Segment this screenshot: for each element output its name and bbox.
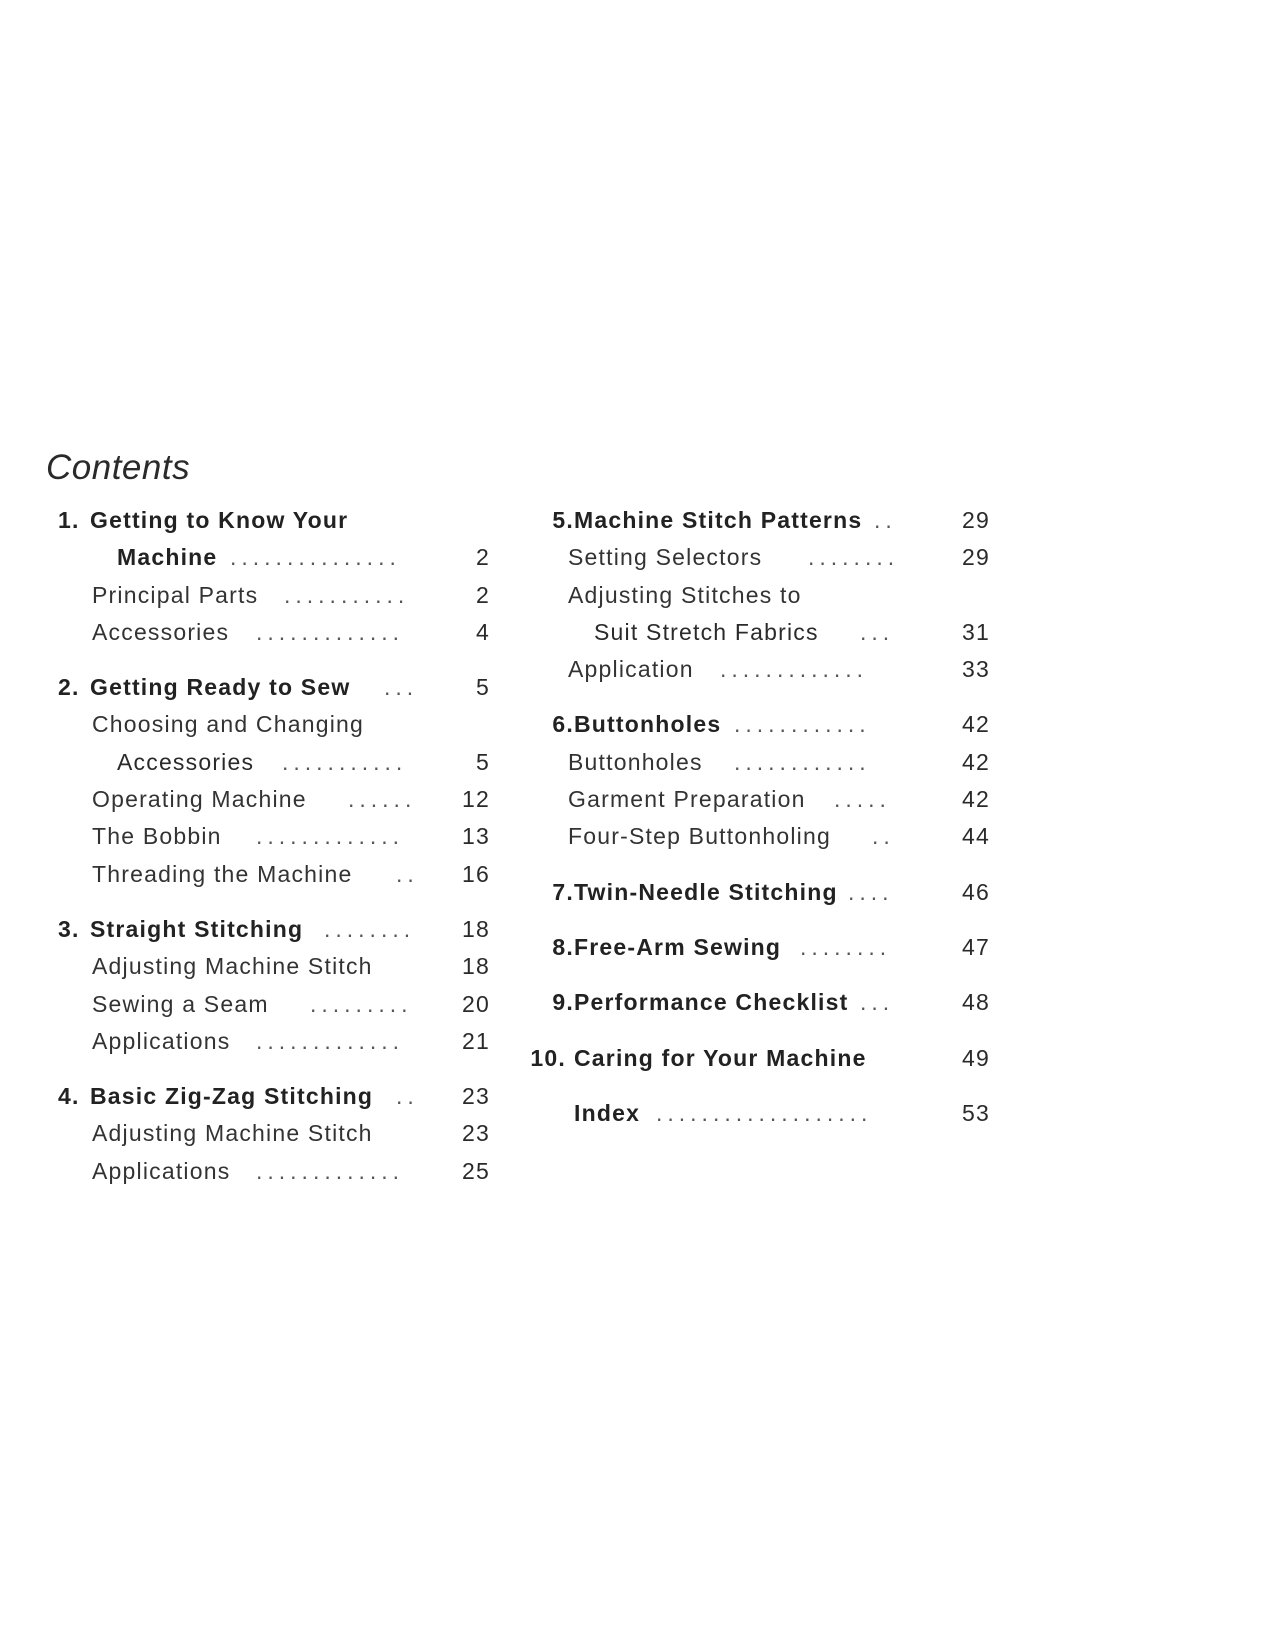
entry-title: Choosing and Changing <box>92 711 365 738</box>
page-number: 48 <box>962 989 990 1016</box>
toc-section-continued[interactable] <box>0 539 490 576</box>
entry-title: Accessories <box>92 618 230 645</box>
page-number: 44 <box>962 823 990 850</box>
toc-section[interactable] <box>520 1040 990 1077</box>
section-number: 8. <box>552 933 574 960</box>
toc-entry[interactable] <box>520 781 990 818</box>
page-number: 21 <box>462 1027 490 1054</box>
section-title: Performance Checklist <box>574 989 849 1016</box>
toc-entry[interactable] <box>0 614 490 651</box>
leader-dots: .... <box>848 878 894 905</box>
toc-entry[interactable] <box>0 1153 490 1190</box>
leader-dots: ... <box>860 618 895 645</box>
leader-dots: ... <box>384 674 419 701</box>
entry-title: Suit Stretch Fabrics <box>594 618 819 645</box>
leader-dots: ..... <box>834 786 891 813</box>
leader-dots: ............. <box>720 656 869 683</box>
toc-entry[interactable] <box>0 781 490 818</box>
page-number: 31 <box>962 618 990 645</box>
entry-title: Garment Preparation <box>568 786 806 813</box>
leader-dots: ............ <box>734 748 871 775</box>
entry-title: Applications <box>92 1027 231 1054</box>
page-number: 20 <box>462 990 490 1017</box>
page-number: 18 <box>462 953 490 980</box>
page-number: 47 <box>962 933 990 960</box>
leader-dots: ........ <box>324 915 416 942</box>
entry-title: Sewing a Seam <box>92 990 269 1017</box>
toc-section[interactable] <box>520 984 990 1021</box>
leader-dots: ............. <box>256 618 405 645</box>
page-number: 33 <box>962 656 990 683</box>
toc-entry[interactable] <box>0 948 490 985</box>
leader-dots: .. <box>872 823 895 850</box>
leader-dots: ............ <box>734 711 871 738</box>
toc-entry[interactable] <box>0 1023 490 1060</box>
entry-title: Setting Selectors <box>568 544 763 571</box>
leader-dots: .. <box>874 507 897 533</box>
section-number: 4. <box>58 1083 80 1110</box>
entry-title: Application <box>568 656 694 683</box>
page-number: 5 <box>476 674 490 701</box>
toc-section[interactable] <box>0 1078 490 1115</box>
toc-entry[interactable] <box>520 577 990 614</box>
leader-dots: ........... <box>284 581 410 608</box>
leader-dots: ............. <box>256 823 405 850</box>
entry-title: Buttonholes <box>568 748 703 775</box>
leader-dots: ... <box>860 989 895 1016</box>
toc-right-column <box>520 502 990 1132</box>
leader-dots: ................... <box>656 1099 873 1126</box>
entry-title: Threading the Machine <box>92 860 353 887</box>
page-number: 42 <box>962 748 990 775</box>
toc-entry[interactable] <box>0 1115 490 1152</box>
page-number: 42 <box>962 711 990 738</box>
toc-index[interactable] <box>520 1095 990 1132</box>
toc-entry[interactable] <box>520 744 990 781</box>
section-number: 7. <box>552 878 574 905</box>
section-number: 3. <box>58 915 80 942</box>
page-number: 12 <box>462 786 490 813</box>
page-number: 29 <box>962 507 990 533</box>
entry-title: Adjusting Machine Stitch <box>92 953 373 980</box>
toc-entry[interactable] <box>0 856 490 893</box>
toc-section[interactable] <box>0 669 490 706</box>
page-number: 53 <box>962 1099 990 1126</box>
toc-entry[interactable] <box>520 539 990 576</box>
page-number: 4 <box>476 618 490 645</box>
section-number: 5. <box>552 507 574 533</box>
section-title: Caring for Your Machine <box>574 1044 867 1071</box>
toc-section[interactable] <box>520 502 990 539</box>
entry-title: Principal Parts <box>92 581 259 608</box>
section-title: Machine Stitch Patterns <box>574 507 863 533</box>
toc-section[interactable] <box>520 706 990 743</box>
toc-entry[interactable] <box>0 706 490 743</box>
entry-title: Accessories <box>117 748 255 775</box>
section-title: Machine <box>117 544 218 571</box>
leader-dots: ........ <box>808 544 900 571</box>
leader-dots: ............. <box>256 1027 405 1054</box>
toc-entry[interactable] <box>0 577 490 614</box>
toc-entry[interactable] <box>520 614 990 651</box>
page-number: 2 <box>476 581 490 608</box>
leader-dots: ........... <box>282 748 408 775</box>
section-title: Index <box>574 1099 641 1126</box>
entry-title: Operating Machine <box>92 786 307 813</box>
entry-title: Four-Step Buttonholing <box>568 823 831 850</box>
page-number: 18 <box>462 915 490 942</box>
entry-title: Applications <box>92 1157 231 1184</box>
section-title: Free-Arm Sewing <box>574 933 782 960</box>
section-number: 6. <box>552 711 574 738</box>
entry-title: Adjusting Stitches to <box>568 581 802 608</box>
toc-left-column <box>0 502 490 1190</box>
toc-entry[interactable] <box>0 818 490 855</box>
toc-section[interactable] <box>520 874 990 911</box>
leader-dots: ............... <box>230 544 401 571</box>
toc-entry[interactable] <box>0 744 490 781</box>
toc-entry[interactable] <box>520 651 990 688</box>
leader-dots: .. <box>396 860 419 887</box>
section-title: Straight Stitching <box>90 915 304 942</box>
entry-title: Adjusting Machine Stitch <box>92 1120 373 1147</box>
section-number: 1. <box>58 507 80 533</box>
section-number: 9. <box>552 989 574 1016</box>
section-number: 10. <box>530 1044 566 1071</box>
leader-dots: ............. <box>256 1157 405 1184</box>
page-number: 46 <box>962 878 990 905</box>
section-title: Basic Zig-Zag Stitching <box>90 1083 374 1110</box>
entry-title: The Bobbin <box>92 823 222 850</box>
toc-entry[interactable] <box>0 986 490 1023</box>
page-number: 29 <box>962 544 990 571</box>
page-number: 25 <box>462 1157 490 1184</box>
leader-dots: ........ <box>800 933 892 960</box>
page-number: 5 <box>476 748 490 775</box>
page-title: Contents <box>46 448 191 487</box>
page-number: 2 <box>476 544 490 571</box>
section-number: 2. <box>58 674 80 701</box>
page-number: 16 <box>462 860 490 887</box>
page-number: 13 <box>462 823 490 850</box>
section-title: Getting to Know Your <box>90 507 349 533</box>
section-title: Getting Ready to Sew <box>90 674 351 701</box>
leader-dots: ...... <box>348 786 417 813</box>
section-title: Twin-Needle Stitching <box>574 878 838 905</box>
toc-section[interactable] <box>0 911 490 948</box>
leader-dots: ......... <box>310 990 413 1017</box>
page-number: 42 <box>962 786 990 813</box>
section-title: Buttonholes <box>574 711 722 738</box>
toc-entry[interactable] <box>520 818 990 855</box>
leader-dots: .. <box>396 1083 419 1110</box>
page-number: 49 <box>962 1044 990 1071</box>
page-number: 23 <box>462 1083 490 1110</box>
toc-section[interactable] <box>520 929 990 966</box>
page-number: 23 <box>462 1120 490 1147</box>
toc-section[interactable] <box>0 502 490 539</box>
